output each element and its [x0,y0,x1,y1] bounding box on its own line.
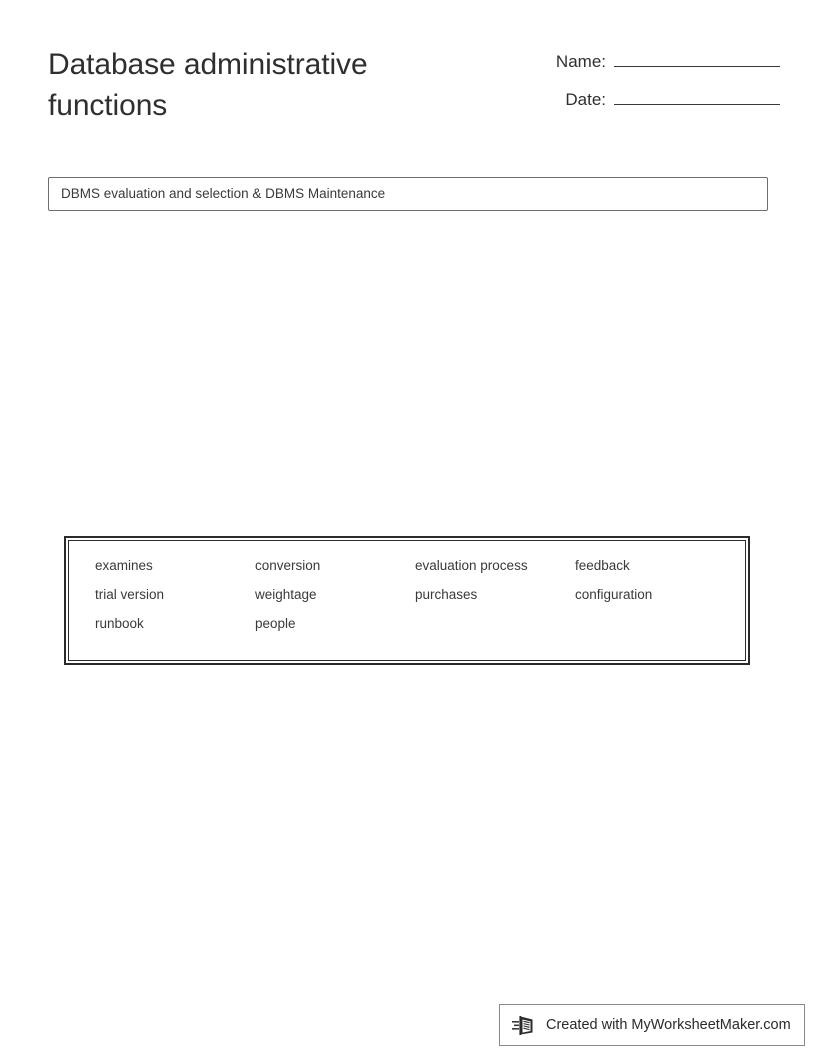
worksheet-maker-logo-icon [512,1012,538,1038]
word-bank-inner [68,540,746,661]
word-bank-item[interactable]: people [255,616,296,631]
page-title: Database administrative functions [48,48,368,122]
name-input-line[interactable] [614,48,780,67]
word-bank [64,536,750,665]
name-date-block [500,48,780,124]
instruction-text: DBMS evaluation and selection & DBMS Maintenance [61,186,386,202]
word-bank-item[interactable]: feedback [575,558,630,573]
word-bank-item[interactable]: purchases [415,587,478,602]
name-field-label: Name: [555,52,606,71]
word-bank-item[interactable]: trial version [95,587,165,602]
date-field-label: Date: [565,90,606,109]
word-bank-item[interactable]: weightage [255,587,317,602]
word-bank-row [95,557,745,586]
date-input-line[interactable] [614,86,780,105]
name-field-row [500,48,780,86]
word-bank-item[interactable]: configuration [575,587,653,602]
word-bank-row [95,615,745,644]
footer-text: Created with MyWorksheetMaker.com [546,1017,791,1033]
word-bank-item[interactable]: conversion [255,558,321,573]
word-bank-row [95,586,745,615]
instruction-box [48,177,768,211]
footer-badge[interactable] [499,1004,805,1046]
date-field-row [500,86,780,124]
word-bank-item[interactable]: runbook [95,616,144,631]
word-bank-item[interactable]: examines [95,558,153,573]
word-bank-item[interactable]: evaluation process [415,558,528,573]
